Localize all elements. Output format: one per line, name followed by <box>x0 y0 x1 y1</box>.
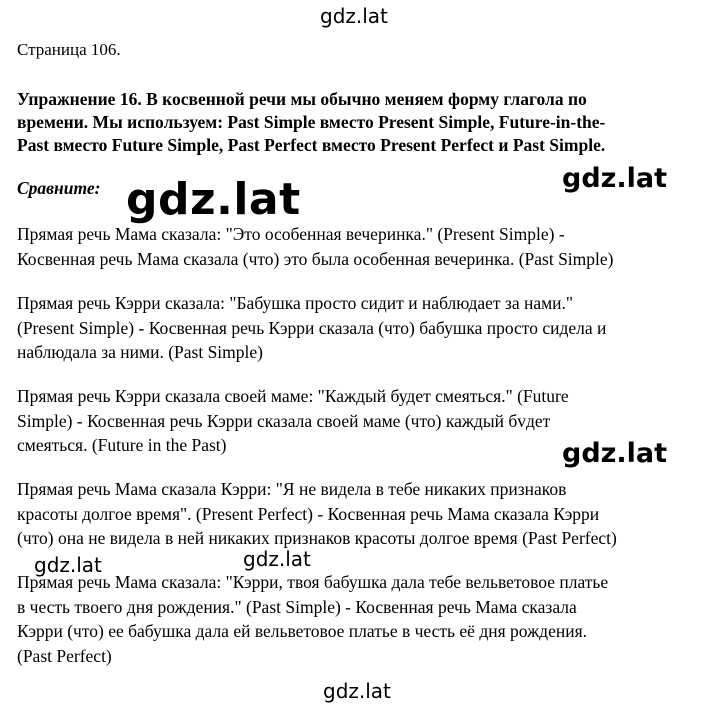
paragraph-line: Кэрри (что) ее бабушка дала ей вельветовое платье в честь её дня рождения. <box>17 621 587 641</box>
paragraph-line: Simple) - Косвенная речь Кэрри сказала своей маме (что) каждый бvдет <box>17 410 551 431</box>
exercise-heading <box>17 88 707 157</box>
exercise-line: Упражнение 16. В косвенной речи мы обычно меняем форму глагола по <box>17 89 587 109</box>
example-paragraph-5 <box>17 570 717 668</box>
paragraph-line: (Past Perfect) <box>17 645 112 666</box>
paragraph-line: Прямая речь Кэрри сказала своей маме: "Каждый будет смеяться." (Future <box>17 386 569 406</box>
compare-label: Сравните: <box>17 178 101 198</box>
watermark-small-center: gdz.lat <box>243 547 311 571</box>
example-paragraph-4 <box>17 477 717 551</box>
paragraph-line: Косвенная речь Мама сказала (что) это была особенная вечеринка. (Past Simple) <box>17 248 614 269</box>
watermark-right-upper: gdz.lat <box>562 163 668 194</box>
paragraph-line: в честь твоего дня рождения." (Past Simple) - Косвенная речь Мама сказала <box>17 596 577 617</box>
watermark-small-left: gdz.lat <box>34 553 102 577</box>
paragraph-line: (Present Simple) - Косвенная речь Кэрри сказала (что) бабушка просто сидела и <box>17 317 607 338</box>
watermark-large: gdz.lat <box>126 174 301 225</box>
paragraph-line: Прямая речь Кэрри сказала: "Бабушка просто сидит и наблюдает за нами." <box>17 293 574 313</box>
exercise-line: времени. Мы используем: Past Simple вместо Present Simple, Future-in-the- <box>17 112 606 132</box>
paragraph-line: Прямая речь Мама сказала Кэрри: "Я не видела в тебе никаких признаков <box>17 479 567 499</box>
paragraph-line: Прямая речь Мама сказала: "Кэрри, твоя бабушка дала тебе вельветовое платье <box>17 572 609 592</box>
watermark-bottom: gdz.lat <box>323 679 391 703</box>
paragraph-line: красоты долгое время". (Present Perfect) - Косвенная речь Мама сказала Кэрри <box>17 503 600 524</box>
example-paragraph-2 <box>17 291 717 365</box>
page-label: Страница 106. <box>17 40 121 59</box>
watermark-right-lower: gdz.lat <box>562 438 668 469</box>
watermark-top: gdz.lat <box>320 4 388 28</box>
example-paragraph-1 <box>17 222 717 271</box>
paragraph-line: Прямая речь Мама сказала: "Это особенная вечеринка." (Present Simple) - <box>17 224 565 244</box>
paragraph-line: (что) она не видела в ней никаких признаков красоты долгое время (Past Perfect) <box>17 528 617 548</box>
paragraph-line: смеяться. (Future in the Past) <box>17 435 227 455</box>
exercise-line: Past вместо Future Simple, Past Perfect вместо Present Perfect и Past Simple. <box>17 135 606 155</box>
paragraph-line: наблюдала за ними. (Past Simple) <box>17 342 263 362</box>
